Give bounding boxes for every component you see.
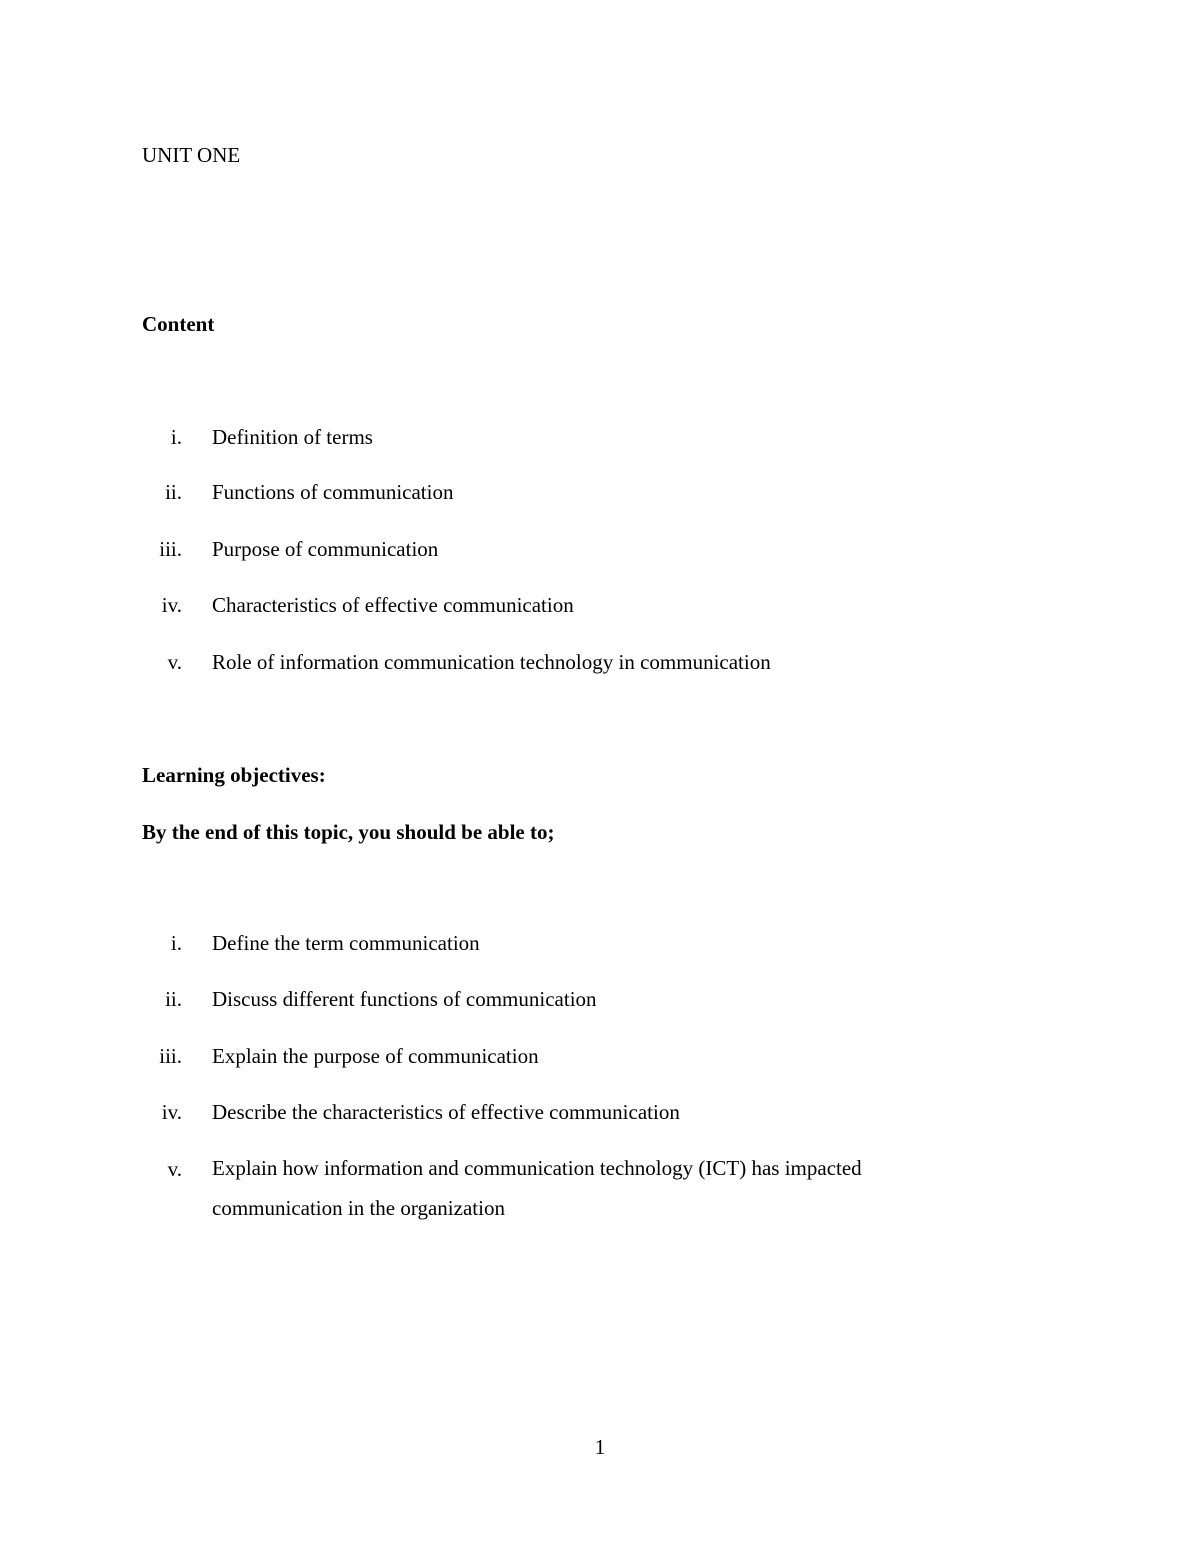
list-item-number: v. <box>167 650 182 674</box>
list-item-text: Role of information communication technology in communication <box>212 650 771 674</box>
list-item-text: Functions of communication <box>212 480 454 504</box>
list-item-number: iii. <box>159 1044 182 1068</box>
list-item-text: Definition of terms <box>212 425 373 449</box>
page-number: 1 <box>594 1435 606 1459</box>
list-item-number: i. <box>170 425 182 449</box>
list-item-number: iii. <box>159 537 182 561</box>
list-item-number: ii. <box>165 987 182 1011</box>
list-item-text: Purpose of communication <box>212 537 439 561</box>
list-item-text: Describe the characteristics of effective communication <box>212 1100 680 1124</box>
unit-title: UNIT ONE <box>142 143 241 167</box>
list-item-text: Characteristics of effective communication <box>212 593 574 617</box>
list-item-number: ii. <box>165 480 182 504</box>
list-item-text: Define the term communication <box>212 931 480 955</box>
objectives-intro: By the end of this topic, you should be able to; <box>142 820 555 844</box>
content-heading: Content <box>142 312 215 336</box>
list-item-text: Explain the purpose of communication <box>212 1044 539 1068</box>
list-item-text: Discuss different functions of communication <box>212 987 597 1011</box>
list-item-number: iv. <box>161 1100 182 1124</box>
list-item-text: Explain how information and communication technology (ICT) has impacted communication in the organization <box>212 1156 862 1220</box>
list-item-number: iv. <box>161 593 182 617</box>
list-item-number: v. <box>167 1157 182 1181</box>
objectives-heading: Learning objectives: <box>142 763 326 787</box>
list-item-number: i. <box>170 931 182 955</box>
